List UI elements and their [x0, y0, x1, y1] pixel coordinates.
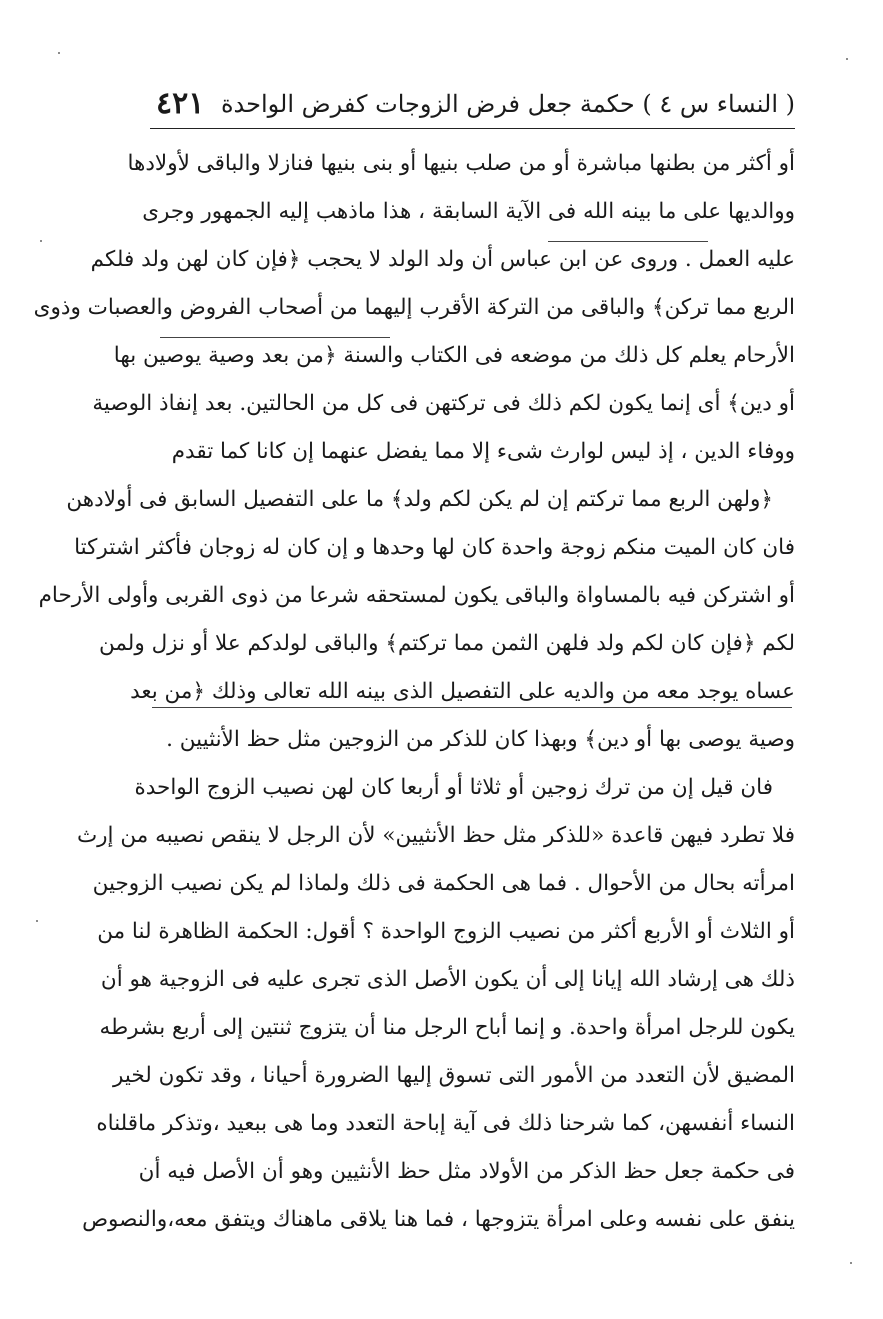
text-line: فلا تطرد فيهن قاعدة «للذكر مثل حظ الأنثيين» لأن الرجل لا ينقص نصيبه من إرث	[76, 823, 795, 848]
text-line: النساء أنفسهن، كما شرحنا ذلك فى آية إباحة التعدد وما هى ببعيد ،وتذكر ماقلناه	[96, 1111, 795, 1136]
text-line: أو الثلاث أو الأربع أكثر من نصيب الزوج الواحدة ؟ أقول: الحكمة الظاهرة لنا من	[97, 919, 795, 944]
scan-speck	[36, 920, 38, 922]
text-line: ذلك هى إرشاد الله إيانا إلى أن يكون الأصل الذى تجرى عليه فى الزوجية هو أن	[100, 967, 795, 992]
scan-speck	[850, 1262, 852, 1264]
pen-underline	[152, 707, 792, 708]
text-line: أو اشتركن فيه بالمساواة والباقى يكون لمستحقه شرعا من ذوى القربى وأولى الأرحام	[38, 583, 795, 608]
text-line: امرأته بحال من الأحوال . فما هى الحكمة فى ذلك ولماذا لم يكن نصيب الزوجين	[92, 871, 795, 896]
text-line: فان كان الميت منكم زوجة واحدة كان لها وحدها و إن كان له زوجان فأكثر اشتركتا	[74, 535, 795, 560]
scan-speck	[58, 52, 60, 54]
pen-underline	[160, 337, 390, 338]
text-line: ووفاء الدين ، إذ ليس لوارث شىء إلا مما يفضل عنهما إن كانا كما تقدم	[171, 439, 795, 464]
text-line: فى حكمة جعل حظ الذكر من الأولاد مثل حظ الأنثيين وهو أن الأصل فيه أن	[138, 1159, 795, 1184]
text-line: فان قيل إن من ترك زوجين أو ثلاثا أو أربعا كان لهن نصيب الزوج الواحدة	[134, 775, 773, 800]
text-line: ووالديها على ما بينه الله فى الآية السابقة ، هذا ماذهب إليه الجمهور وجرى	[142, 199, 795, 224]
text-line: عساه يوجد معه من والديه على التفصيل الذى بينه الله تعالى وذلك ﴿من بعد	[130, 679, 795, 704]
header-rule	[150, 128, 795, 129]
scan-speck	[40, 240, 42, 242]
text-line: يكون للرجل امرأة واحدة. و إنما أباح الرجل منا أن يتزوج ثنتين إلى أربع بشرطه	[99, 1015, 795, 1040]
page-number: ٤٢١	[156, 86, 205, 121]
pen-underline	[548, 241, 708, 242]
running-header	[150, 86, 795, 122]
text-line: المضيق لأن التعدد من الأمور التى تسوق إليها الضرورة أحيانا ، وقد تكون لخير	[113, 1063, 795, 1088]
text-line: لكم ﴿فإن كان لكم ولد فلهن الثمن مما تركتم﴾ والباقى لولدكم علا أو نزل ولمن	[99, 631, 795, 656]
text-line: ينفق على نفسه وعلى امرأة يتزوجها ، فما هنا يلاقى ماهناك ويتفق معه،والنصوص	[82, 1207, 795, 1232]
text-line: ﴿ولهن الربع مما تركتم إن لم يكن لكم ولد﴾ ما على التفصيل السابق فى أولادهن	[66, 487, 773, 512]
text-line: أو أكثر من بطنها مباشرة أو من صلب بنيها أو بنى بنيها فنازلا والباقى لأولادها	[127, 151, 795, 176]
scan-speck	[846, 58, 848, 60]
text-line: عليه العمل . وروى عن ابن عباس أن ولد الولد لا يحجب ﴿فإن كان لهن ولد فلكم	[90, 247, 795, 272]
text-line: وصية يوصى بها أو دين﴾ وبهذا كان للذكر من الزوجين مثل حظ الأنثيين .	[166, 727, 795, 752]
text-line: الأرحام يعلم كل ذلك من موضعه فى الكتاب والسنة ﴿من بعد وصية يوصين بها	[113, 343, 795, 368]
body-text	[33, 140, 795, 1244]
header-title: ( النساء س ٤ ) حكمة جعل فرض الزوجات كفرض الواحدة	[220, 90, 795, 118]
text-line: أو دين﴾ أى إنما يكون لكم ذلك فى تركتهن فى كل من الحالتين. بعد إنفاذ الوصية	[92, 391, 795, 416]
text-line: الربع مما تركن﴾ والباقى من التركة الأقرب إليهما من أصحاب الفروض والعصبات وذوى	[33, 295, 795, 320]
